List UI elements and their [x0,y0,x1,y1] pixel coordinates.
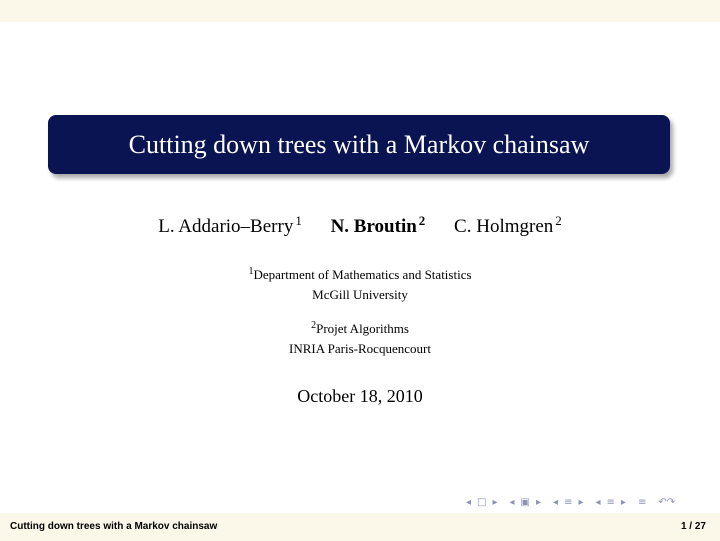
next-subsection-icon[interactable]: ▸ [620,496,626,508]
affiliation-line [0,262,720,285]
footer-title: Cutting down trees with a Markov chainsaw [10,521,218,532]
affiliation-institution: INRIA Paris-Rocquencourt [289,341,431,356]
prev-subsection-icon[interactable]: ◂ [595,496,601,508]
next-section-icon[interactable]: ▸ [578,496,584,508]
author-list [0,214,720,236]
author-addario-berry [158,214,302,236]
subsection-icon[interactable]: ≡ [606,496,615,508]
author-affil-mark: 2 [555,213,562,228]
presentation-date: October 18, 2010 [297,386,423,406]
beamer-navigation [466,495,675,509]
header-strip [0,0,720,22]
section-icon[interactable]: ≡ [564,496,573,508]
affiliation-2 [0,316,720,359]
author-name: C. Holmgren [454,216,554,237]
search-icon[interactable]: ↶↷ [658,496,676,508]
author-affil-mark: 1 [295,213,302,228]
next-frame-icon[interactable]: ▸ [536,496,542,508]
align-icon[interactable]: ≡ [637,496,647,508]
affiliation-line [0,316,720,339]
prev-section-icon[interactable]: ◂ [553,496,559,508]
title-banner [48,115,670,174]
affiliation-1 [0,262,720,305]
author-affil-mark: 2 [418,213,426,228]
affiliation-institution: McGill University [312,287,408,302]
slide-title: Cutting down trees with a Markov chainsaw [128,129,590,159]
author-broutin [331,214,426,236]
prev-slide-icon[interactable]: □ [477,496,487,508]
footer-bar [0,513,720,541]
page-counter: 1 / 27 [680,521,706,532]
affil-mark: 1 [248,266,254,277]
author-name: L. Addario–Berry [158,216,294,237]
frame-icon[interactable]: ▣ [520,496,530,508]
affiliation-dept: Projet Algorithms [316,321,409,336]
prev-frame-icon[interactable]: ◂ [509,496,515,508]
affil-mark: 2 [311,320,317,331]
affiliation-dept: Department of Mathematics and Statistics [253,267,472,282]
next-slide-icon[interactable]: ▸ [492,496,498,508]
author-name: N. Broutin [330,216,417,237]
first-slide-icon[interactable]: ◂ [466,496,472,508]
author-holmgren [454,214,562,236]
